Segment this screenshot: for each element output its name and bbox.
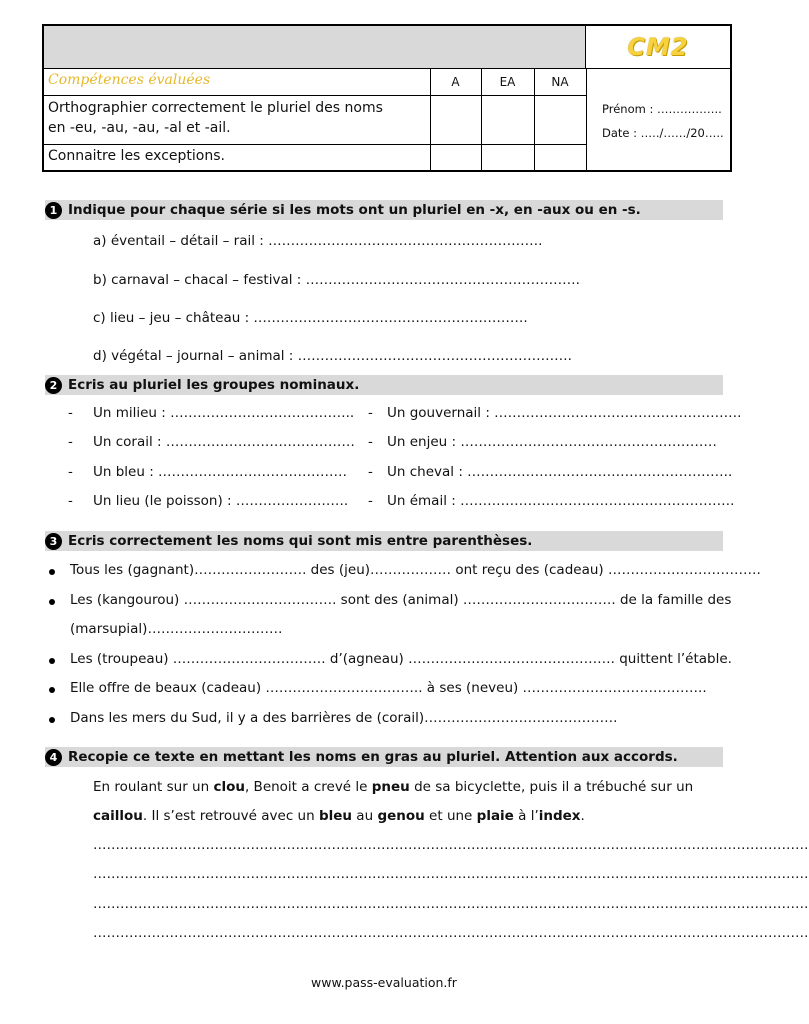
exercise-2-number: 2 <box>45 377 62 394</box>
answer-dotted-line: …………………………………………………………………………………………………………………………………………… <box>93 866 809 882</box>
bold-noun: plaie <box>476 808 514 824</box>
exercise-1-number: 1 <box>45 202 62 219</box>
exercise-1-item: d) végétal – journal – animal : ……………………………………………………. <box>93 348 572 364</box>
exercise-1-item: c) lieu – jeu – château : ……………………………………………………. <box>93 310 528 326</box>
bold-noun: caillou <box>93 808 143 824</box>
competence-1-line-1: Orthographier correctement le pluriel des noms <box>48 100 383 116</box>
exercise-3-sentence: Tous les (gagnant)……………………. des (jeu)……………… ont reçu des (cadeau) ……………………………. <box>70 562 761 578</box>
header-gray-band <box>44 26 586 69</box>
competences-label: Compétences évaluées <box>48 72 211 88</box>
exercise-3-header <box>45 531 723 551</box>
column-a: A <box>451 75 460 89</box>
exercise-3-sentence: Les (troupeau) ……………………………. d’(agneau) ………………………………………. quittent l’étable. <box>70 651 732 667</box>
dash-marker: - <box>368 405 373 421</box>
exercise-1-header <box>45 200 723 220</box>
date-field: Date : …../……/20….. <box>602 126 724 140</box>
bullet-marker <box>49 599 55 605</box>
text-run: En roulant sur un <box>93 779 214 795</box>
dash-marker: - <box>68 493 73 509</box>
bullet-marker <box>49 687 55 693</box>
bullet-marker <box>49 569 55 575</box>
exercise-2-right-item: Un enjeu : ………………………………………………… <box>387 434 717 450</box>
divider <box>586 69 587 172</box>
footer-url: www.pass-evaluation.fr <box>311 975 457 990</box>
exercise-2-left-item: Un milieu : ………………………………….. <box>93 405 355 421</box>
text-run: et une <box>424 808 477 824</box>
exercise-3-sentence: Elle offre de beaux (cadeau) …………………………….. à ses (neveu) ………………………………….. <box>70 680 707 696</box>
evaluation-header-table <box>42 24 732 172</box>
exercise-2-left-item: Un lieu (le poisson) : ……………………. <box>93 493 349 509</box>
text-run: à l’ <box>513 808 539 824</box>
bullet-marker <box>49 717 55 723</box>
level-logo-text: CM2 <box>627 33 689 61</box>
exercise-3-title: Ecris correctement les noms qui sont mis entre parenthèses. <box>68 533 533 549</box>
column-ea: EA <box>499 75 516 89</box>
exercise-2-right-item: Un gouvernail : ………………………………………………. <box>387 405 742 421</box>
divider <box>44 144 586 145</box>
exercise-4-header <box>45 747 723 767</box>
answer-dotted-line: …………………………………………………………………………………………………………………………………………… <box>93 925 809 941</box>
dash-marker: - <box>368 434 373 450</box>
text-run: . <box>580 808 585 824</box>
exercise-2-right-item: Un émail : ……………………………………………………. <box>387 493 735 509</box>
exercise-4-number: 4 <box>45 749 62 766</box>
exercise-3-number: 3 <box>45 533 62 550</box>
dash-marker: - <box>68 464 73 480</box>
exercise-3-sentence: Dans les mers du Sud, il y a des barrières de (corail)……………………………………. <box>70 710 618 726</box>
divider <box>44 95 586 96</box>
level-logo <box>586 26 730 69</box>
bold-noun: clou <box>213 779 245 795</box>
exercise-4-text-line-1 <box>93 779 693 795</box>
exercise-4-title: Recopie ce texte en mettant les noms en gras au pluriel. Attention aux accords. <box>68 749 678 765</box>
bold-noun: pneu <box>371 779 410 795</box>
text-run: au <box>352 808 378 824</box>
exercise-1-item: b) carnaval – chacal – festival : ……………………………………………………. <box>93 272 580 288</box>
text-run: , Benoit a crevé le <box>244 779 372 795</box>
prenom-field: Prénom : …………….. <box>602 102 722 116</box>
text-run: . Il s’est retrouvé avec un <box>142 808 319 824</box>
dash-marker: - <box>368 493 373 509</box>
exercise-2-left-item: Un corail : …………………………………… <box>93 434 355 450</box>
exercise-1-item: a) éventail – détail – rail : ……………………………………………………. <box>93 233 543 249</box>
dash-marker: - <box>68 434 73 450</box>
bold-noun: bleu <box>318 808 353 824</box>
competence-1-line-2: en -eu, -au, -au, -al et -ail. <box>48 120 231 136</box>
exercise-2-header <box>45 375 723 395</box>
exercise-3-sentence: Les (kangourou) ……………………………. sont des (animal) ……………………………. de la famille des <box>70 592 732 608</box>
bold-noun: index <box>538 808 581 824</box>
bold-noun: genou <box>377 808 425 824</box>
exercise-2-left-item: Un bleu : …………………………………… <box>93 464 348 480</box>
dash-marker: - <box>368 464 373 480</box>
column-na: NA <box>551 75 569 89</box>
text-run: de sa bicyclette, puis il a trébuché sur un <box>409 779 694 795</box>
answer-dotted-line: …………………………………………………………………………………………………………………………………………… <box>93 896 809 912</box>
exercise-4-text-line-2 <box>93 808 585 824</box>
exercise-1-title: Indique pour chaque série si les mots ont un pluriel en -x, en -aux ou en -s. <box>68 202 641 218</box>
competence-2: Connaitre les exceptions. <box>48 148 225 164</box>
exercise-2-title: Ecris au pluriel les groupes nominaux. <box>68 377 360 393</box>
dash-marker: - <box>68 405 73 421</box>
answer-dotted-line: …………………………………………………………………………………………………………………………………………… <box>93 837 809 853</box>
exercise-3-sentence-continued: (marsupial)………………………… <box>70 621 283 637</box>
exercise-2-right-item: Un cheval : ………………………………………………….. <box>387 464 733 480</box>
bullet-marker <box>49 658 55 664</box>
